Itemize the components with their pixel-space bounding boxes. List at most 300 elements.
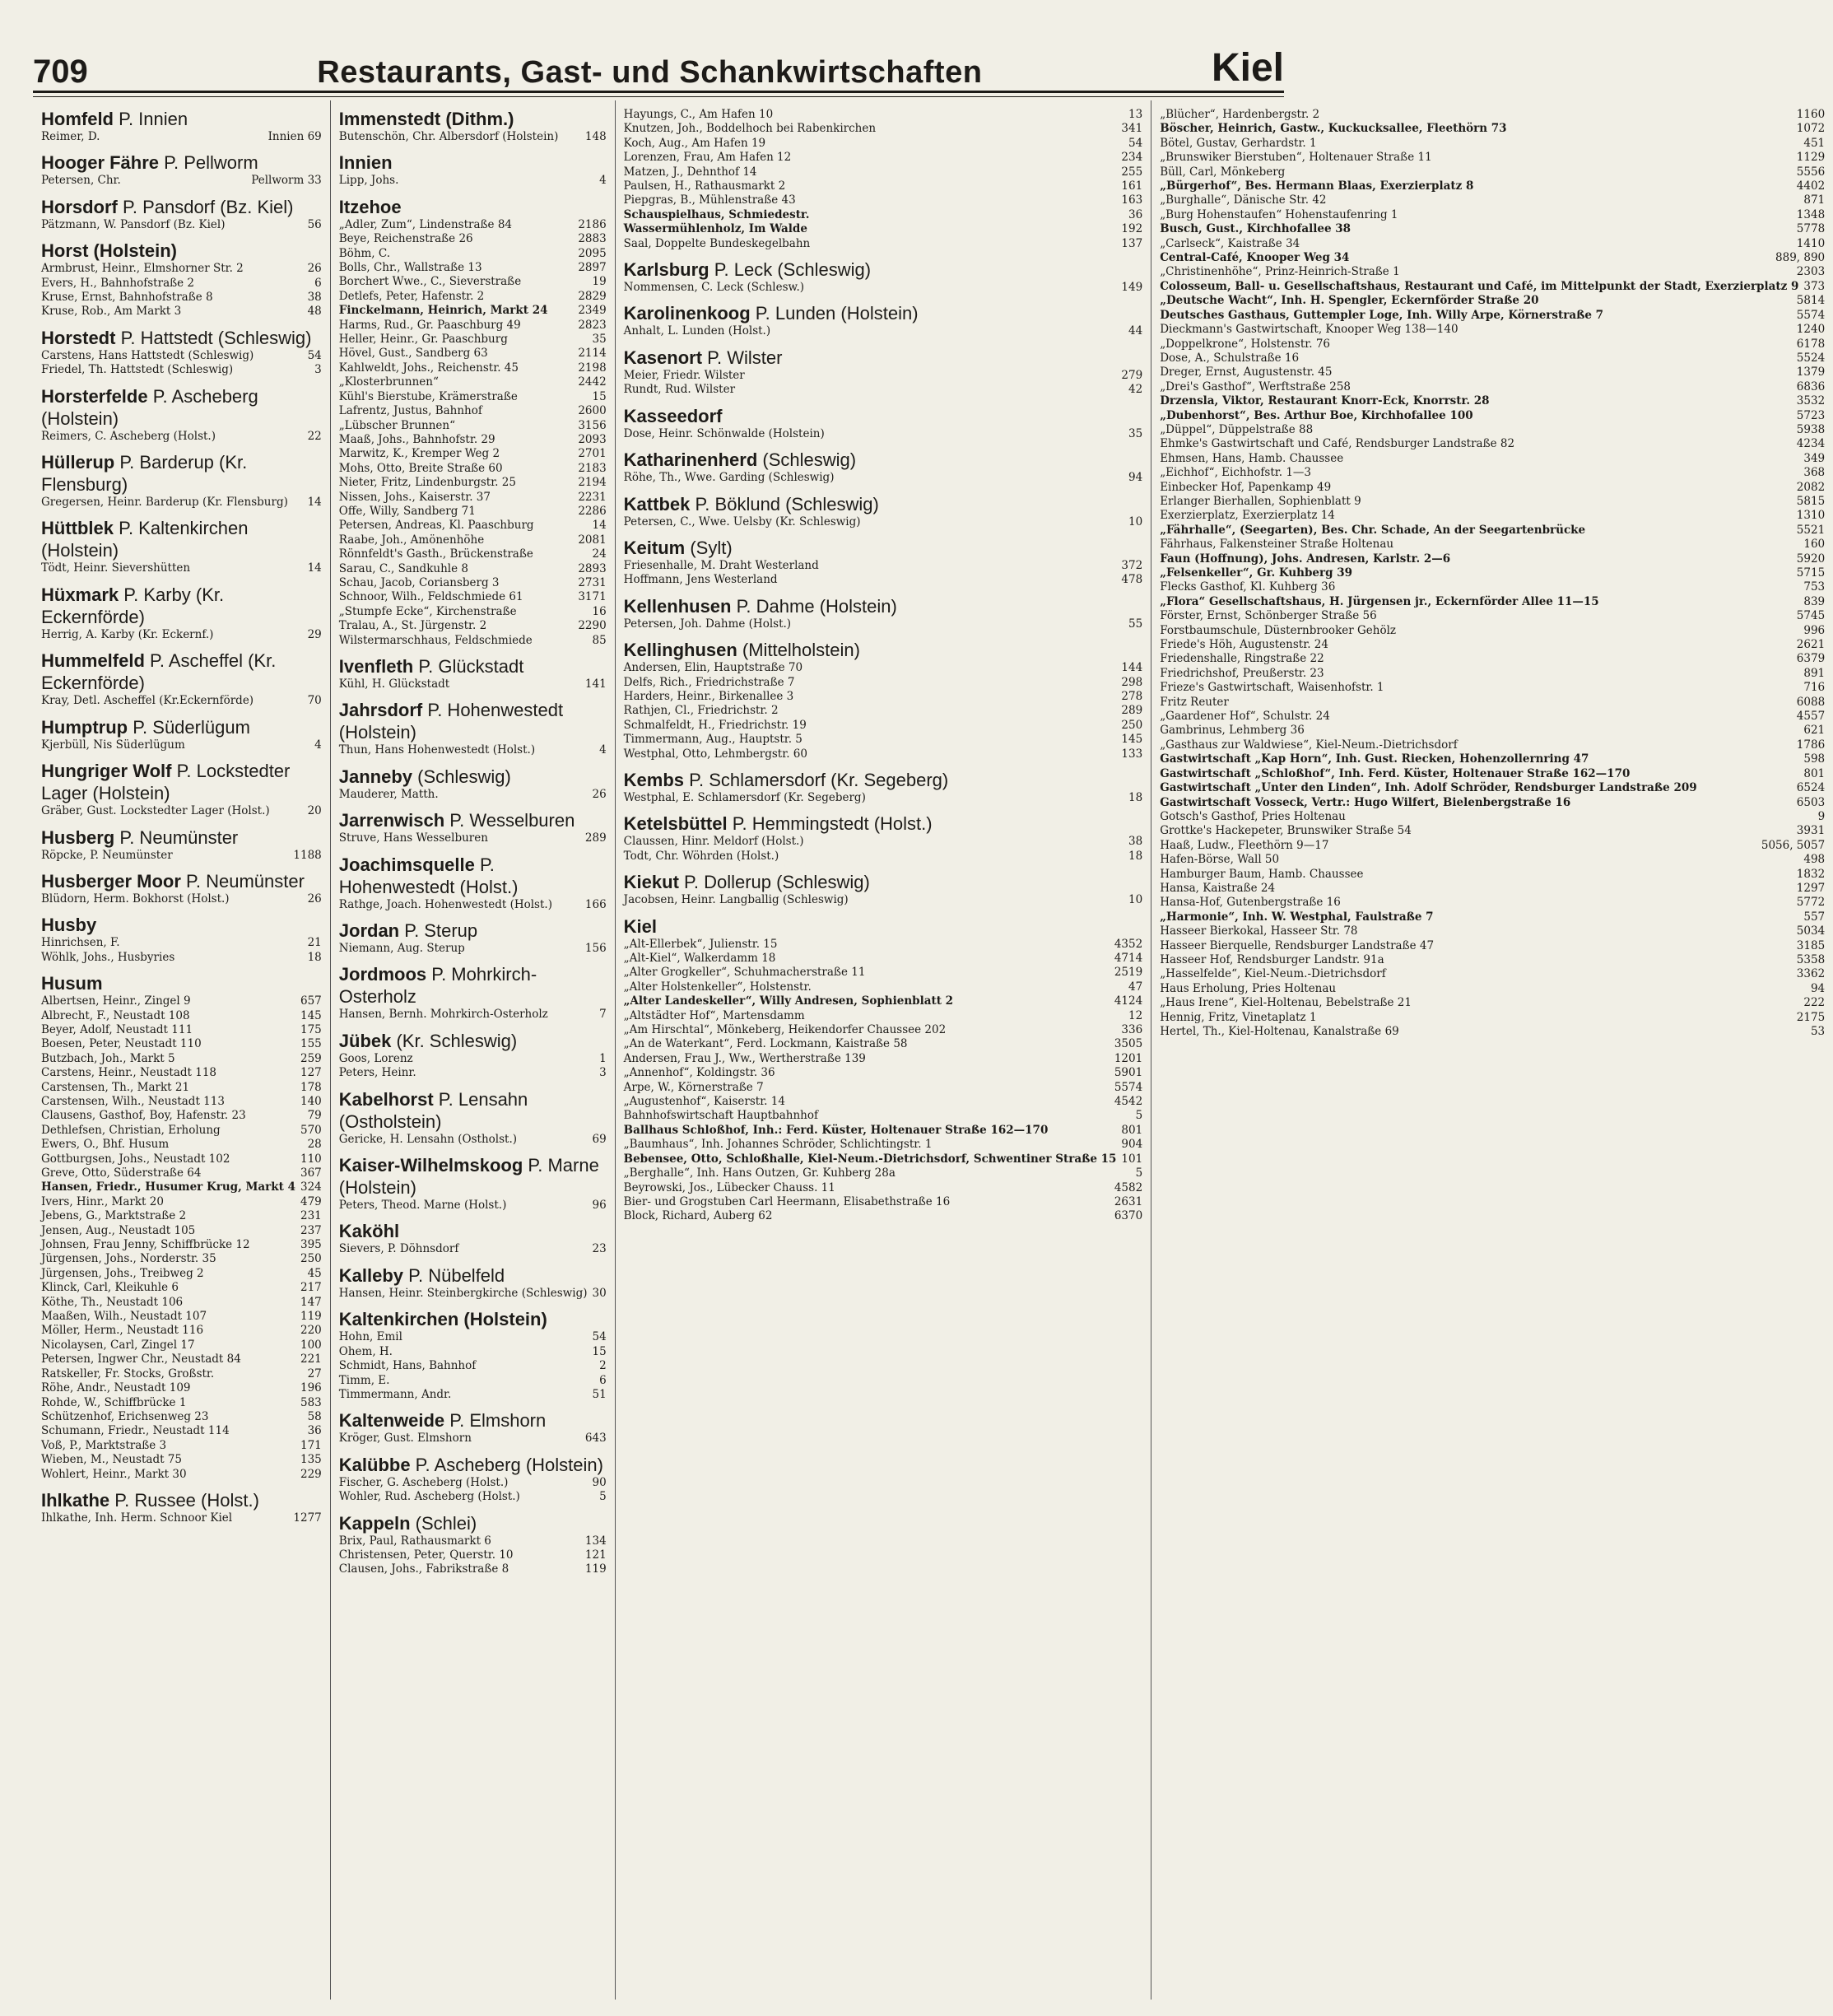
entry-name: Petersen, Joh. Dahme (Holst.) <box>623 617 792 631</box>
entry-name: Raabe, Joh., Amönenhöhe <box>338 533 485 547</box>
post-office: P. Hohenwestedt (Holstein) <box>338 700 564 743</box>
entry-phone: 250 <box>1121 718 1143 732</box>
directory-entry <box>1160 638 1825 652</box>
directory-entry <box>1160 524 1825 538</box>
directory-entry <box>339 404 607 418</box>
entry-name: Faun (Hoffnung), Johs. Andresen, Karlstr. 2—6 <box>1160 552 1451 566</box>
directory-section <box>339 1264 607 1301</box>
directory-entry <box>339 1359 607 1373</box>
entry-name: Förster, Ernst, Schönberger Straße 56 <box>1160 609 1377 623</box>
section-heading <box>624 812 1143 835</box>
directory-entry <box>339 174 607 188</box>
entry-name: Kahlweldt, Johs., Reichenstr. 45 <box>338 361 519 375</box>
entry-name: Friedrichshof, Preußerstr. 23 <box>1160 666 1324 680</box>
entry-name: Friedel, Th. Hattstedt (Schleswig) <box>41 363 234 377</box>
entry-phone: 221 <box>300 1353 322 1367</box>
directory-entry <box>41 1238 322 1252</box>
directory-entry <box>41 1138 322 1152</box>
place-name: Kiel <box>623 915 658 937</box>
entry-name: Heller, Heinr., Gr. Paaschburg <box>338 333 508 347</box>
directory-entry <box>1160 796 1825 810</box>
place-name: Humptrup <box>41 716 128 738</box>
directory-entry <box>339 347 607 361</box>
section-heading <box>41 108 322 130</box>
directory-entry <box>1160 595 1825 609</box>
place-name: Joachimsquelle <box>338 854 475 875</box>
entry-phone: 3 <box>314 363 322 377</box>
directory-entry <box>624 427 1143 441</box>
entry-phone: 196 <box>300 1381 322 1395</box>
place-name: Kaiser-Wilhelmskoog <box>338 1155 523 1176</box>
place-name: Kabelhorst <box>338 1088 434 1110</box>
directory-entry <box>624 1023 1143 1037</box>
post-office: P. Neumünster <box>114 826 239 848</box>
entry-phone: 5723 <box>1796 408 1826 422</box>
entry-phone: 94 <box>1128 471 1143 485</box>
entry-phone: 48 <box>307 305 322 319</box>
entry-phone: 42 <box>1128 383 1143 397</box>
place-name: Hummelfeld <box>41 650 145 672</box>
entry-phone: 278 <box>1121 689 1143 703</box>
entry-name: Wieben, M., Neustadt 75 <box>41 1453 182 1467</box>
entry-name: Wöhlk, Johs., Husbyries <box>41 950 175 964</box>
entry-phone: 5556 <box>1796 165 1826 179</box>
entry-phone: 35 <box>1128 426 1143 440</box>
place-name: Hüllerup <box>41 452 115 473</box>
directory-entry <box>624 1009 1143 1023</box>
entry-name: Röpcke, P. Neumünster <box>41 848 173 862</box>
directory-section <box>339 766 607 802</box>
entry-name: Voß, P., Marktstraße 3 <box>41 1438 167 1452</box>
directory-entry <box>624 617 1143 631</box>
directory-entry <box>41 363 322 377</box>
entry-name: Gambrinus, Lehmberg 36 <box>1160 724 1305 738</box>
post-office: P. Marne (Holstein) <box>338 1155 599 1199</box>
directory-entry <box>41 1310 322 1324</box>
entry-phone: 54 <box>307 348 322 362</box>
directory-entry <box>339 491 607 505</box>
directory-section <box>41 240 322 319</box>
entry-name: „Alter Grogkeller“, Schuhmacherstraße 11 <box>623 966 866 980</box>
directory-entry <box>41 1324 322 1338</box>
entry-phone: 6379 <box>1796 652 1826 666</box>
entry-phone: 14 <box>307 561 322 575</box>
directory-entry <box>1160 179 1825 193</box>
post-office: P. Leck (Schleswig) <box>709 259 872 281</box>
entry-phone: 1297 <box>1796 881 1826 895</box>
entry-phone: 79 <box>307 1109 322 1123</box>
entry-phone: 12 <box>1128 1008 1143 1022</box>
directory-entry <box>41 849 322 863</box>
entry-name: Ivers, Hinr., Markt 20 <box>41 1194 164 1208</box>
entry-phone: 144 <box>1121 661 1143 675</box>
entry-name: Koch, Aug., Am Hafen 19 <box>623 136 766 150</box>
entry-name: Ihlkathe, Inh. Herm. Schnoor Kiel <box>41 1511 233 1525</box>
directory-entry <box>339 1330 607 1344</box>
entry-phone: 2519 <box>1114 966 1143 980</box>
entry-name: Timmermann, Andr. <box>338 1387 452 1401</box>
entry-name: Christensen, Peter, Querstr. 10 <box>338 1548 514 1562</box>
section-heading <box>339 1088 607 1133</box>
entry-name: Arpe, W., Körnerstraße 7 <box>623 1080 764 1094</box>
directory-entry <box>1160 208 1825 222</box>
directory-entry <box>339 788 607 802</box>
entry-name: Möller, Herm., Neustadt 116 <box>41 1324 204 1338</box>
entry-name: Offe, Willy, Sandberg 71 <box>338 504 476 518</box>
entry-phone: 3185 <box>1796 938 1826 952</box>
entry-name: Blüdorn, Herm. Bokhorst (Holst.) <box>41 892 230 906</box>
directory-section <box>339 1409 607 1446</box>
entry-name: Carstens, Hans Hattstedt (Schleswig) <box>41 348 254 362</box>
entry-name: Büll, Carl, Mönkeberg <box>1160 165 1286 179</box>
section-heading <box>41 1489 322 1511</box>
entry-phone: 147 <box>300 1295 322 1309</box>
column-1 <box>33 100 330 2000</box>
directory-entry <box>339 275 607 289</box>
directory-entry <box>624 676 1143 690</box>
section-heading <box>624 302 1143 324</box>
place-name: Hüxmark <box>41 584 119 605</box>
entry-phone: 237 <box>300 1223 322 1237</box>
directory-section <box>339 1454 607 1505</box>
entry-phone: 1379 <box>1796 365 1826 379</box>
entry-name: Böscher, Heinrich, Gastw., Kuckucksallee, Fleethörn 73 <box>1160 122 1507 136</box>
entry-phone: 289 <box>584 831 607 845</box>
entry-phone: 85 <box>592 633 607 647</box>
directory-section <box>41 1489 322 1525</box>
directory-entry <box>339 519 607 533</box>
entry-name: Hansa-Hof, Gutenbergstraße 16 <box>1160 896 1341 910</box>
entry-phone: 6 <box>599 1373 607 1387</box>
entry-name: Bier- und Grogstuben Carl Heermann, Elisabethstraße 16 <box>623 1194 951 1208</box>
directory-entry <box>624 1095 1143 1109</box>
entry-phone: 35 <box>592 333 607 347</box>
directory-entry <box>624 151 1143 165</box>
entry-name: Grottke's Hackepeter, Brunswiker Straße 54 <box>1160 824 1412 838</box>
entry-phone: 26 <box>592 787 607 801</box>
section-heading <box>41 826 322 849</box>
place-name: Kembs <box>623 769 685 790</box>
post-office: P. Elmshorn <box>444 1410 547 1432</box>
directory-entry <box>41 130 322 144</box>
entry-phone: 70 <box>307 694 322 708</box>
entry-phone: 889, 890 <box>1775 251 1826 265</box>
entry-name: Finckelmann, Heinrich, Markt 24 <box>338 304 548 318</box>
directory-entry <box>339 831 607 845</box>
directory-section <box>339 920 607 956</box>
directory-entry <box>1160 868 1825 882</box>
directory-entry <box>624 1152 1143 1166</box>
directory-entry <box>1160 265 1825 279</box>
entry-phone: 4402 <box>1796 179 1826 193</box>
entry-name: Hasseer Hof, Rendsburger Landstr. 91a <box>1160 952 1384 966</box>
entry-name: „Harmonie“, Inh. W. Westphal, Faulstraße 7 <box>1160 910 1434 924</box>
entry-name: Mauderer, Matth. <box>338 787 439 801</box>
directory-entry <box>624 952 1143 966</box>
entry-phone: 643 <box>584 1432 607 1446</box>
entry-phone: 15 <box>592 389 607 403</box>
directory-entry <box>339 1374 607 1388</box>
entry-phone: 2093 <box>578 432 607 446</box>
entry-name: Jacobsen, Heinr. Langballig (Schleswig) <box>623 893 849 907</box>
entry-name: Schnoor, Wilh., Feldschmiede 61 <box>338 590 523 604</box>
entry-phone: 367 <box>300 1166 322 1180</box>
directory-section <box>624 639 1143 761</box>
entry-name: „Bürgerhof“, Bes. Hermann Blaas, Exerzierplatz 8 <box>1160 179 1474 193</box>
entry-name: „Annenhof“, Koldingstr. 36 <box>623 1066 775 1080</box>
entry-name: Lipp, Johs. <box>338 174 399 188</box>
directory-entry <box>1160 667 1825 681</box>
section-heading <box>339 1030 607 1052</box>
directory-entry <box>1160 251 1825 265</box>
entry-name: Goos, Lorenz <box>338 1051 413 1065</box>
post-office: P. Karby (Kr. Eckernförde) <box>41 584 225 627</box>
entry-name: Nieter, Fritz, Lindenburgstr. 25 <box>338 476 516 490</box>
entry-phone: 498 <box>1803 853 1826 867</box>
entry-name: Westphal, E. Schlamersdorf (Kr. Segeberg) <box>623 790 866 804</box>
directory-entry <box>339 447 607 461</box>
entry-name: Andersen, Elin, Hauptstraße 70 <box>623 661 803 675</box>
directory-entry <box>1160 752 1825 766</box>
place-name: Kalleby <box>338 1264 404 1286</box>
entry-name: Röhe, Andr., Neustadt 109 <box>41 1381 191 1395</box>
directory-entry <box>41 291 322 305</box>
directory-entry <box>339 333 607 347</box>
section-heading <box>41 196 322 218</box>
entry-name: Knutzen, Joh., Boddelhoch bei Rabenkirchen <box>623 122 877 136</box>
entry-phone: 149 <box>1121 281 1143 295</box>
section-heading <box>624 871 1143 893</box>
directory-entry <box>1160 724 1825 738</box>
section-heading <box>339 1512 607 1534</box>
directory-entry <box>1160 481 1825 495</box>
entry-name: „Alt-Kiel“, Walkerdamm 18 <box>623 952 776 965</box>
entry-phone: 47 <box>1128 980 1143 994</box>
entry-phone: 2893 <box>578 561 607 575</box>
entry-name: Forstbaumschule, Düsternbrooker Gehölz <box>1160 623 1397 637</box>
page-number: 709 <box>33 54 88 90</box>
entry-phone: 5778 <box>1796 222 1826 236</box>
entry-name: Petersen, Ingwer Chr., Neustadt 84 <box>41 1353 241 1367</box>
post-office: P. Süderlügum <box>128 716 250 738</box>
directory-entry <box>1160 193 1825 207</box>
entry-name: Friesenhalle, M. Draht Westerland <box>623 558 819 572</box>
entry-phone: 10 <box>1128 514 1143 528</box>
post-office: P. Lockstedter Lager (Holstein) <box>41 761 291 804</box>
entry-name: Carstensen, Wilh., Neustadt 113 <box>41 1094 225 1108</box>
directory-entry <box>624 850 1143 864</box>
entry-phone: 16 <box>592 604 607 618</box>
entry-name: Fährhaus, Falkensteiner Straße Holtenau <box>1160 538 1394 552</box>
directory-entry <box>41 1410 322 1424</box>
directory-entry <box>339 634 607 648</box>
place-name: Homfeld <box>41 109 114 129</box>
section-heading <box>339 920 607 942</box>
entry-phone: 2631 <box>1114 1194 1143 1208</box>
entry-name: Gottburgsen, Johs., Neustadt 102 <box>41 1152 230 1166</box>
entry-name: Anhalt, L. Lunden (Holst.) <box>623 324 771 338</box>
directory-entry <box>41 936 322 950</box>
entry-name: Hansen, Friedr., Husumer Krug, Markt 4 <box>41 1180 295 1194</box>
section-heading <box>339 196 607 218</box>
entry-phone: 45 <box>307 1266 322 1280</box>
directory-entry <box>1160 165 1825 179</box>
directory-entry <box>1160 910 1825 924</box>
entry-phone: 451 <box>1803 136 1826 150</box>
entry-name: Peters, Theod. Marne (Holst.) <box>338 1199 507 1213</box>
entry-phone: 3532 <box>1796 394 1826 408</box>
directory-entry <box>339 232 607 246</box>
entry-name: Central-Café, Knooper Weg 34 <box>1160 251 1350 265</box>
entry-name: Ohem, H. <box>338 1344 393 1358</box>
entry-phone: 2183 <box>578 461 607 475</box>
section-heading <box>339 809 607 831</box>
directory-entry <box>339 419 607 433</box>
directory-entry <box>41 1009 322 1023</box>
directory-entry <box>1160 824 1825 838</box>
entry-phone: 2349 <box>578 304 607 318</box>
directory-entry <box>339 1008 607 1022</box>
post-office: P. Nübelfeld <box>403 1264 505 1286</box>
directory-entry <box>339 1199 607 1213</box>
entry-phone: 6 <box>314 276 322 290</box>
entry-phone: 279 <box>1121 368 1143 382</box>
section-heading <box>624 639 1143 661</box>
directory-section <box>339 699 607 757</box>
entry-phone: 2621 <box>1796 638 1826 652</box>
place-name: Kappeln <box>338 1512 411 1534</box>
directory-entry <box>1160 839 1825 853</box>
post-office: P. Ascheffel (Kr. Eckernförde) <box>41 650 277 694</box>
directory-entry <box>41 1511 322 1525</box>
entry-phone: 38 <box>1128 835 1143 849</box>
entry-phone: 2823 <box>578 318 607 332</box>
directory-entry <box>624 369 1143 383</box>
entry-name: „Drei's Gasthof“, Werftstraße 258 <box>1160 379 1351 393</box>
entry-phone: 6088 <box>1796 695 1826 709</box>
entry-phone: 5034 <box>1796 924 1826 938</box>
entry-phone: 3171 <box>578 590 607 604</box>
place-name: Ivenfleth <box>338 656 414 677</box>
directory-entry <box>624 122 1143 136</box>
entry-phone: 1832 <box>1796 867 1826 881</box>
entry-phone: 259 <box>300 1051 322 1065</box>
directory-entry <box>624 108 1143 122</box>
entry-name: Hoffmann, Jens Westerland <box>623 573 778 587</box>
directory-entry <box>624 559 1143 573</box>
entry-phone: 4542 <box>1114 1095 1143 1109</box>
entry-name: Colosseum, Ball- u. Gesellschaftshaus, Restaurant und Café, im Mittelpunkt der Stadt, Exerzierplatz 9 <box>1160 279 1799 293</box>
entry-name: Köthe, Th., Neustadt 106 <box>41 1295 184 1309</box>
directory-entry <box>1160 309 1825 323</box>
section-heading <box>339 766 607 788</box>
directory-entry <box>1160 380 1825 394</box>
directory-entry <box>41 951 322 965</box>
entry-name: Westphal, Otto, Lehmbergstr. 60 <box>623 747 807 761</box>
entry-phone: 395 <box>300 1238 322 1252</box>
directory-entry <box>41 305 322 319</box>
entry-name: Reimers, C. Ascheberg (Holst.) <box>41 429 216 443</box>
entry-name: Harders, Heinr., Birkenallee 3 <box>623 689 794 703</box>
entry-phone: 2442 <box>578 375 607 389</box>
directory-section <box>339 151 607 188</box>
entry-phone: 22 <box>307 429 322 443</box>
directory-entry <box>1160 280 1825 294</box>
directory-entry <box>41 1396 322 1410</box>
entry-name: Maaßen, Wilh., Neustadt 107 <box>41 1310 207 1324</box>
directory-section <box>339 1088 607 1147</box>
directory-section <box>624 769 1143 805</box>
directory-section <box>624 449 1143 485</box>
directory-entry <box>624 1166 1143 1180</box>
entry-name: Gastwirtschaft Vosseck, Vertr.: Hugo Wilfert, Bielenbergstraße 16 <box>1160 795 1571 809</box>
entry-name: Lorenzen, Frau, Am Hafen 12 <box>623 151 792 165</box>
place-name: Jübek <box>338 1030 392 1051</box>
section-heading <box>624 258 1143 281</box>
header-rule-thin <box>33 96 1284 97</box>
entry-name: Marwitz, K., Kremper Weg 2 <box>338 447 500 461</box>
entry-phone: 148 <box>584 130 607 143</box>
entry-phone: 5358 <box>1796 952 1826 966</box>
directory-entry <box>1160 466 1825 480</box>
directory-section <box>624 405 1143 441</box>
directory-entry <box>339 1388 607 1402</box>
entry-phone: 229 <box>300 1467 322 1481</box>
directory-entry <box>41 738 322 752</box>
entry-phone: 250 <box>300 1252 322 1266</box>
place-name: Immenstedt (Dithm.) <box>338 109 514 129</box>
entry-name: Beyrowski, Jos., Lübecker Chauss. 11 <box>623 1180 835 1194</box>
entry-name: Rohde, W., Schiffbrücke 1 <box>41 1395 187 1409</box>
place-name: Ketelsbüttel <box>623 813 728 835</box>
place-name: Jahrsdorf <box>338 700 423 721</box>
entry-name: „Augustenhof“, Kaiserstr. 14 <box>623 1095 785 1109</box>
entry-name: „An de Waterkant“, Ferd. Lockmann, Kaistraße 58 <box>623 1037 908 1051</box>
entry-phone: 69 <box>592 1132 607 1146</box>
column-3 <box>615 100 1151 2000</box>
directory-entry <box>41 1252 322 1266</box>
directory-entry <box>41 1224 322 1238</box>
directory-entry <box>339 942 607 956</box>
entry-phone: 222 <box>1803 996 1826 1010</box>
place-name: Husberg <box>41 826 115 848</box>
post-office: P. Hattstedt (Schleswig) <box>115 327 312 348</box>
entry-name: Busch, Gust., Kirchhofallee 38 <box>1160 222 1351 236</box>
entry-phone: 5 <box>1135 1109 1143 1123</box>
entry-phone: 4124 <box>1114 994 1143 1008</box>
directory-entry <box>1160 538 1825 552</box>
directory-entry <box>339 677 607 691</box>
directory-entry <box>339 1052 607 1066</box>
entry-phone: 4557 <box>1796 710 1826 724</box>
directory-section <box>624 302 1143 338</box>
directory-entry <box>1160 896 1825 910</box>
section-heading <box>624 769 1143 791</box>
entry-phone: 2095 <box>578 246 607 260</box>
entry-name: „Alter Landeskeller“, Willy Andresen, Sophienblatt 2 <box>623 994 954 1008</box>
entry-phone: 15 <box>592 1344 607 1358</box>
entry-phone: 5574 <box>1796 308 1826 322</box>
entry-name: Flecks Gasthof, Kl. Kuhberg 36 <box>1160 580 1336 594</box>
entry-phone: 192 <box>1121 222 1143 236</box>
post-office: (Sylt) <box>685 537 733 558</box>
directory-entry <box>41 1296 322 1310</box>
entry-phone: 58 <box>307 1409 322 1423</box>
entry-phone: 5815 <box>1796 494 1826 508</box>
directory-section <box>41 196 322 232</box>
directory-entry <box>1160 580 1825 594</box>
entry-name: Niemann, Aug. Sterup <box>338 942 465 956</box>
